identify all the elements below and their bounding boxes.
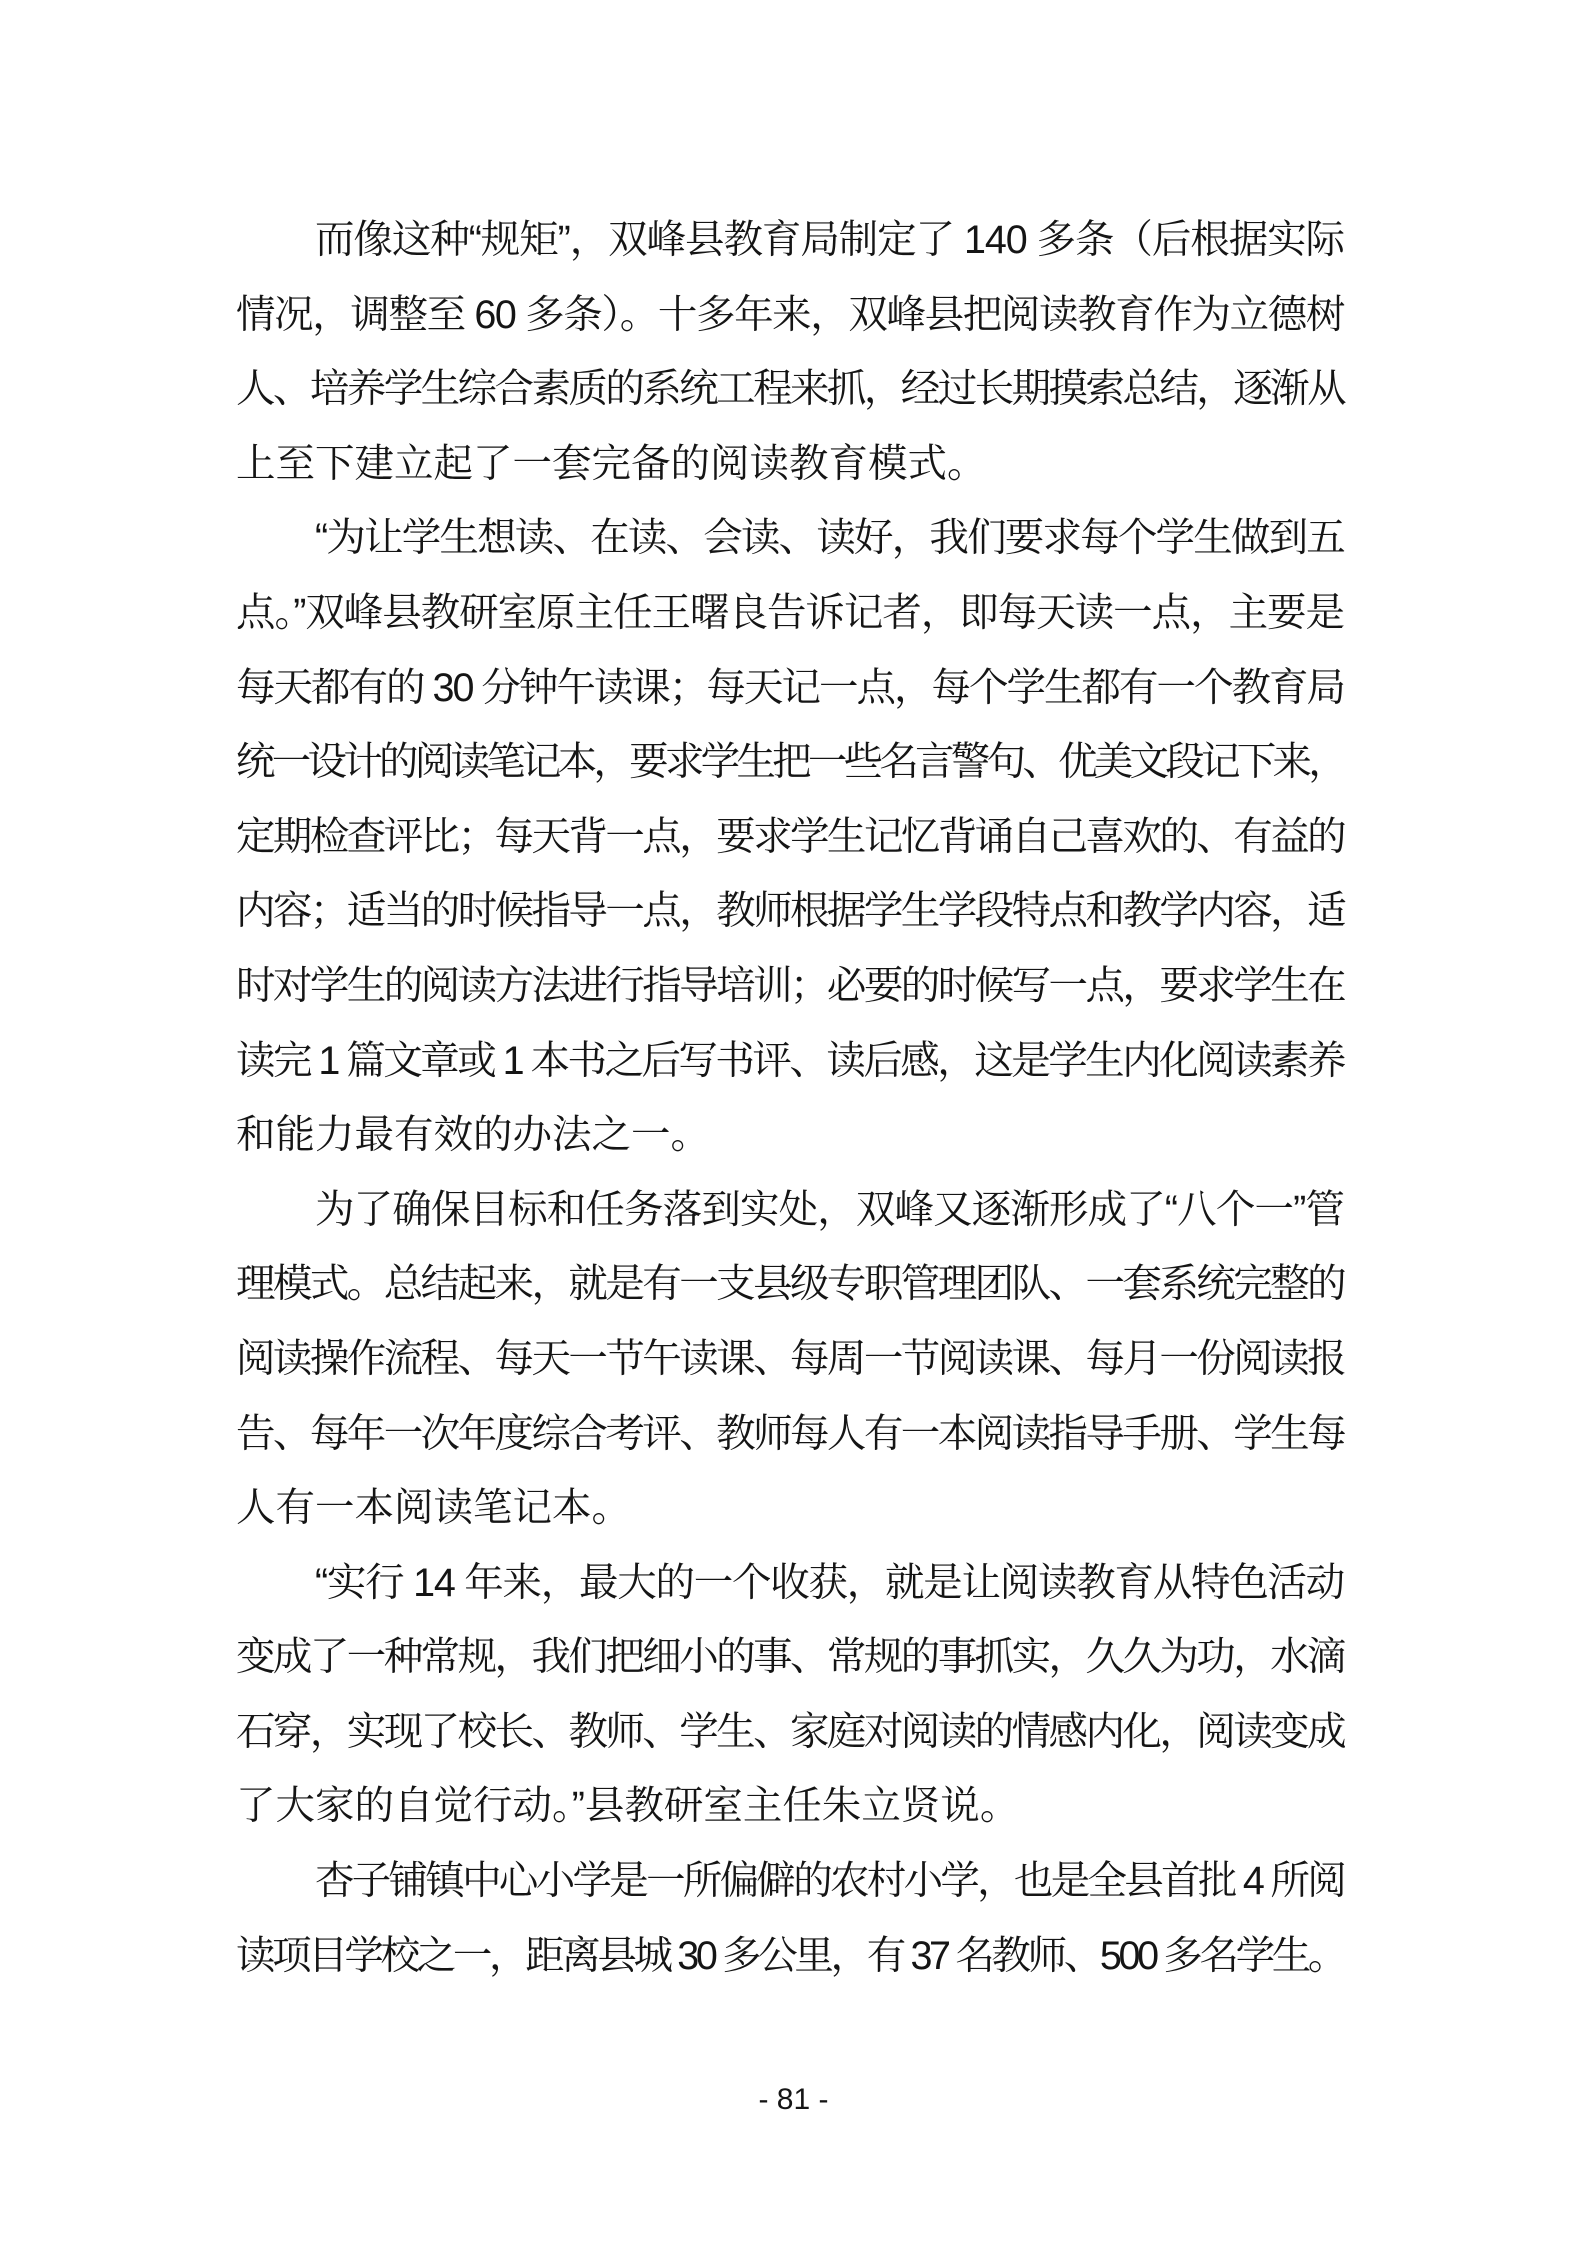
text-line-content: 上至下建立起了一套完备的阅读教育模式。 xyxy=(236,441,987,486)
text-line-content: “为让学生想读、在读、会读、读好，我们要求每个学生做到五 xyxy=(315,516,1344,561)
text-line xyxy=(236,651,1344,726)
text-line xyxy=(236,1844,1344,1919)
text-line-content: 内容；适当的时候指导一点，教师根据学生学段特点和教学内容，适 xyxy=(236,889,1344,934)
text-line xyxy=(236,1769,1344,1844)
text-line-content: 告、每年一次年度综合考评、教师每人有一本阅读指导手册、学生每 xyxy=(236,1411,1344,1456)
document-body xyxy=(236,203,1344,1993)
text-line-content: 为了确保目标和任务落到实处，双峰又逐渐形成了“八个一”管 xyxy=(315,1187,1344,1232)
text-line-content: 理模式。总结起来，就是有一支县级专职管理团队、一套系统完整的 xyxy=(236,1262,1344,1307)
text-line xyxy=(236,874,1344,949)
text-line xyxy=(236,1471,1344,1546)
text-line-content: 人、培养学生综合素质的系统工程来抓，经过长期摸索总结，逐渐从 xyxy=(236,367,1344,412)
text-line-content: 读项目学校之一，距离县城 30 多公里，有 37 名教师、500 多名学生。 xyxy=(236,1933,1344,1978)
text-line xyxy=(236,1919,1344,1994)
paragraph xyxy=(236,1844,1344,1993)
text-line-content: 石穿，实现了校长、教师、学生、家庭对阅读的情感内化，阅读变成 xyxy=(236,1709,1344,1754)
text-line-content: 定期检查评比；每天背一点，要求学生记忆背诵自己喜欢的、有益的 xyxy=(236,814,1344,859)
text-line-content: “实行 14 年来，最大的一个收获，就是让阅读教育从特色活动 xyxy=(315,1560,1344,1605)
text-line xyxy=(236,1024,1344,1099)
text-line-content: 时对学生的阅读方法进行指导培训；必要的时候写一点，要求学生在 xyxy=(236,963,1344,1008)
text-line xyxy=(236,576,1344,651)
text-line-content: 统一设计的阅读笔记本，要求学生把一些名言警句、优美文段记下来， xyxy=(236,740,1345,785)
text-line xyxy=(236,1098,1344,1173)
text-line-content: 读完 1 篇文章或 1 本书之后写书评、读后感，这是学生内化阅读素养 xyxy=(236,1038,1344,1083)
text-line-content: 情况，调整至 60 多条）。十多年来，双峰县把阅读教育作为立德树 xyxy=(236,292,1344,337)
text-line-content: 了大家的自觉行动。”县教研室主任朱立贤说。 xyxy=(236,1784,1020,1829)
text-line-content: 和能力最有效的办法之一。 xyxy=(236,1113,710,1158)
paragraph xyxy=(236,203,1344,501)
text-line-content: 杏子铺镇中心小学是一所偏僻的农村小学，也是全县首批 4 所阅 xyxy=(315,1859,1344,1904)
text-line xyxy=(236,1546,1344,1621)
text-line xyxy=(236,1397,1344,1472)
text-line-content: 点。”双峰县教研室原主任王曙良告诉记者，即每天读一点，主要是 xyxy=(236,590,1344,635)
text-line-content: 变成了一种常规，我们把细小的事、常规的事抓实，久久为功，水滴 xyxy=(236,1635,1344,1680)
text-line xyxy=(236,278,1344,353)
text-line xyxy=(236,203,1344,278)
paragraph xyxy=(236,1173,1344,1546)
text-line xyxy=(236,1695,1344,1770)
text-line-content: 而像这种“规矩”，双峰县教育局制定了 140 多条（后根据实际 xyxy=(315,218,1344,262)
text-line-content: 每天都有的 30 分钟午读课；每天记一点，每个学生都有一个教育局 xyxy=(236,665,1344,710)
text-line xyxy=(236,1322,1344,1397)
text-line xyxy=(236,501,1344,576)
paragraph xyxy=(236,1546,1344,1844)
text-line xyxy=(236,352,1344,427)
page-number: - 81 - xyxy=(758,2083,829,2116)
text-line xyxy=(236,725,1344,800)
text-line-content: 人有一本阅读笔记本。 xyxy=(236,1486,631,1531)
text-line xyxy=(236,1247,1344,1322)
text-line xyxy=(236,800,1344,875)
paragraph xyxy=(236,501,1344,1172)
text-line xyxy=(236,1173,1344,1248)
text-line xyxy=(236,1620,1344,1695)
text-line xyxy=(236,427,1344,502)
text-line-content: 阅读操作流程、每天一节午读课、每周一节阅读课、每月一份阅读报 xyxy=(236,1336,1344,1381)
text-line xyxy=(236,949,1344,1024)
